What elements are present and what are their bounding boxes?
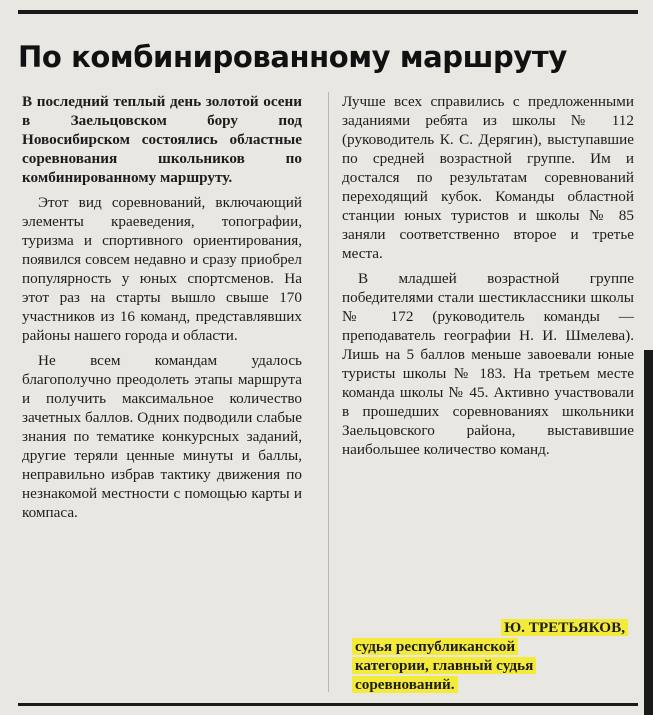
paragraph: В младшей возрастной группе победителями стали шестиклассники школы № 172 (руководитель команды — преподаватель географии Н. И. Шмелева). Лишь на 5 баллов меньше завоевали юные туристы школы № 183. На третьем месте команда школы № 45. Активно участвовали в прошедших соревнованиях школьники Заельцовского района, выставившие наибольшее количество команд.	[342, 270, 634, 458]
author-title-line: судья республиканской	[352, 637, 632, 656]
signature-block	[352, 618, 632, 694]
paragraph: Этот вид соревнований, включающий элементы краеведения, топографии, туризма и спортивного ориентирования, появился совсем недавно и сразу приобрел популярность у юных спортсменов. На этот раз на старты вышло свыше 170 участников из 16 команд, представлявших районы нашего города и области.	[22, 194, 302, 344]
paragraph: Не всем командам удалось благополучно преодолеть этапы маршрута и получить максимальное количество зачетных баллов. Одних подводили слабые знания по тематике конкурсных заданий, другие теряли ценные минуты и баллы, неправильно избрав тактику движения по незнакомой местности с помощью карты и компаса.	[22, 352, 302, 521]
page-edge-shadow	[644, 350, 653, 715]
article-title: По комбинированному маршруту	[18, 40, 567, 74]
bottom-rule	[18, 703, 638, 706]
right-column	[342, 92, 634, 465]
paragraph: Лучше всех справились с предложенными заданиями ребята из школы № 112 (руководитель К. С. Дерягин), выступавшие по средней возрастной группе. Им и досталcя по результатам соревнований переходящий кубок. Команды областной станции юных туристов и школы № 85 заняли соответственно второе и третье места.	[342, 93, 634, 262]
author-name: Ю. ТРЕТЬЯКОВ,	[352, 618, 632, 637]
left-column	[22, 92, 302, 528]
author-title-line: категории, главный судья	[352, 656, 632, 675]
column-divider	[328, 92, 329, 692]
top-rule	[18, 10, 638, 14]
lead-paragraph: В последний теплый день золотой осени в Заельцовском бору под Новосибирском состоялись областные соревнования школьников по комбинированному маршруту.	[22, 93, 302, 186]
author-title-line: соревнований.	[352, 675, 632, 694]
